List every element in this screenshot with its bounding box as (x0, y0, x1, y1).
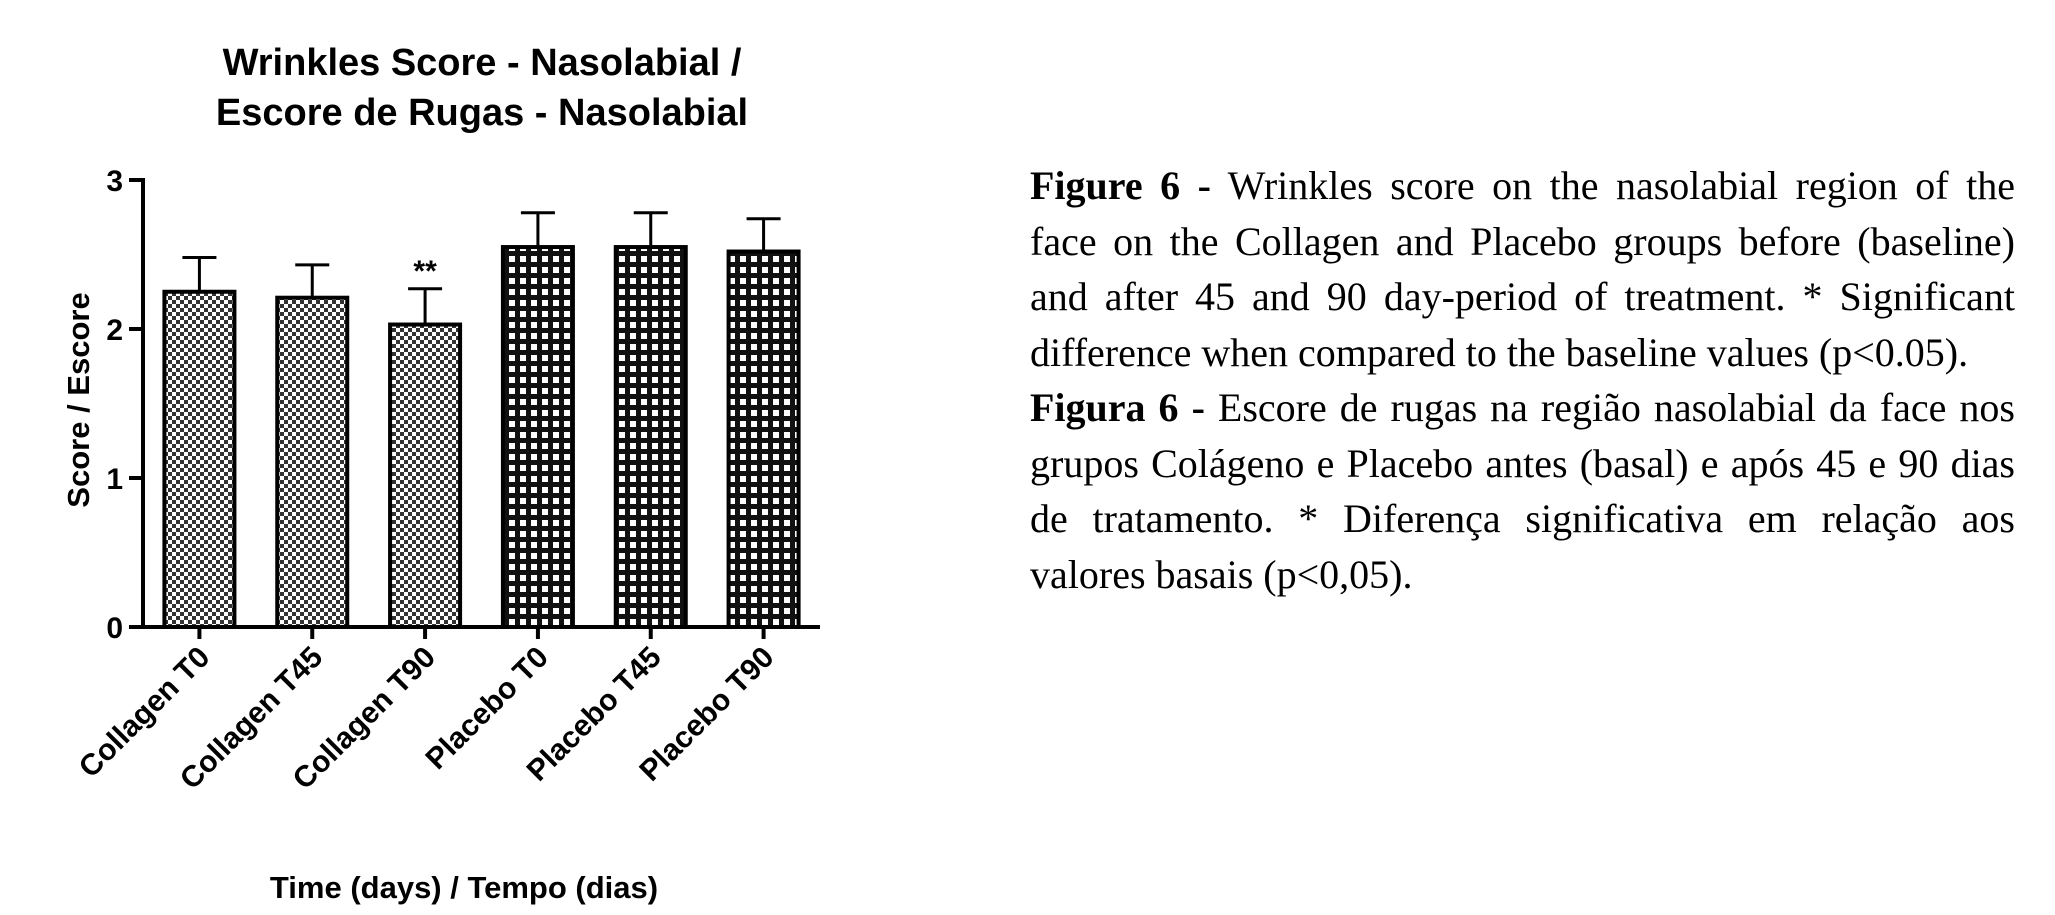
caption-portuguese-text: Escore de rugas na região nasolabial da face nos grupos Colágeno e Placebo antes (basal) e após 45 e 90 dias de tratamento. * Diferença significativa em relação aos valores basais (p<0,05). (1030, 385, 2015, 597)
x-tick-label: Collagen T0 (72, 640, 217, 785)
caption-english-lead: Figure 6 - (1030, 163, 1211, 208)
bar (503, 247, 573, 627)
bar (277, 298, 347, 627)
x-tick-label: Placebo T45 (520, 640, 668, 788)
bar (729, 252, 799, 627)
bar-chart (0, 0, 1000, 915)
y-axis-label: Score / Escore (61, 292, 96, 508)
x-tick-label: Collagen T45 (173, 640, 330, 796)
x-axis-label: Time (days) / Tempo (dias) (269, 870, 659, 905)
x-tick-label: Placebo T90 (633, 640, 781, 788)
caption-portuguese-lead: Figura 6 - (1030, 385, 1205, 430)
significance-label: ** (413, 254, 437, 288)
bar (616, 247, 686, 627)
chart-title-line-1: Wrinkles Score - Nasolabial / (222, 42, 742, 84)
y-tick-label: 2 (106, 314, 123, 347)
caption-english (1030, 158, 2015, 380)
figure-caption (1030, 158, 2015, 602)
x-tick-label: Placebo T0 (419, 640, 555, 776)
y-tick-label: 0 (106, 612, 123, 645)
bar (164, 292, 234, 627)
caption-portuguese (1030, 380, 2015, 602)
y-tick-label: 3 (106, 165, 123, 198)
chart-title-line-2: Escore de Rugas - Nasolabial (215, 92, 749, 134)
x-tick-label: Collagen T90 (286, 640, 443, 796)
y-tick-label: 1 (106, 463, 123, 496)
caption-english-text: Wrinkles score on the nasolabial region of the face on the Collagen and Placebo groups before (baseline) and after 45 and 90 day-period of treatment. * Significant difference when compared to the baseline values (p<0.05). (1030, 163, 2015, 375)
bar (390, 325, 460, 627)
